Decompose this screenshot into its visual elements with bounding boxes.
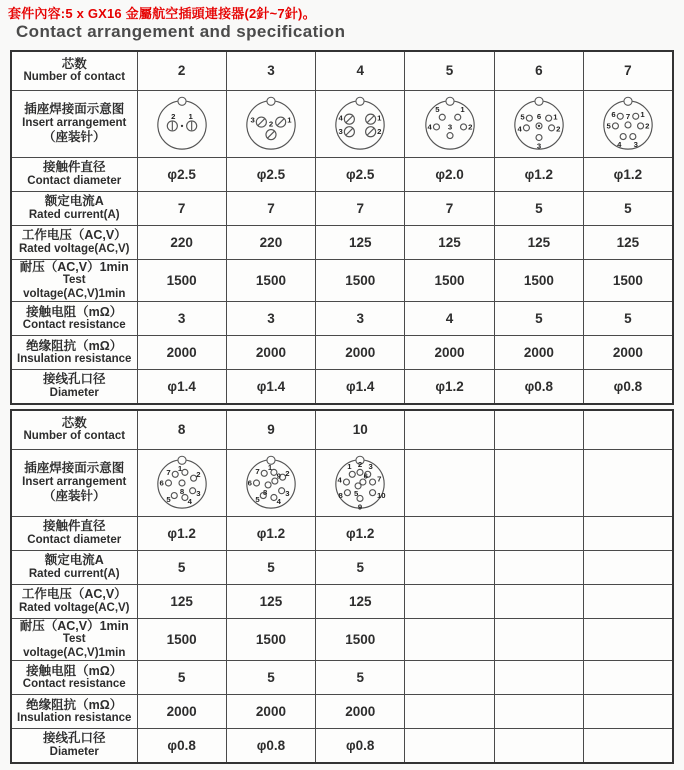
pin-number-label: 3 xyxy=(633,139,638,149)
pin-number-label: 5 xyxy=(255,494,260,504)
spec-cell-insulation_resistance: 2000 xyxy=(226,336,315,370)
pin-number-label: 4 xyxy=(187,496,192,506)
pin-number-label: 2 xyxy=(377,127,382,137)
spec-cell-wire_hole_diameter xyxy=(405,729,494,763)
insert-arrangement-diagram-10pin xyxy=(331,454,389,512)
spec-cell-insulation_resistance: 2000 xyxy=(137,695,226,729)
pin-number-label: 2 xyxy=(645,121,650,131)
insert-arrangement-cell-6 xyxy=(494,90,583,157)
row-label-zh: 额定电流A xyxy=(44,193,104,208)
pin-number-label: 3 xyxy=(338,127,344,137)
row-label-zh: 接线孔口径 xyxy=(42,372,106,387)
spec-cell-rated_current: 7 xyxy=(405,191,494,225)
spec-cell-rated_voltage xyxy=(405,584,494,618)
row-label-zh: 插座焊接面示意图 xyxy=(24,101,125,116)
column-header-3: 3 xyxy=(226,51,315,90)
pin-number-label: 7 xyxy=(377,474,382,484)
insert-arrangement-diagram-9pin xyxy=(242,454,300,512)
row-label-zh: 工作电压（AC,V） xyxy=(21,227,127,242)
row-label-en: Test voltage(AC,V)1min xyxy=(23,633,126,659)
spec-cell-rated_current: 5 xyxy=(494,191,583,225)
spec-cell-contact_diameter: φ2.0 xyxy=(405,157,494,191)
row-label-en: Contact diameter xyxy=(27,533,122,546)
column-header-2: 2 xyxy=(137,51,226,90)
spec-cell-contact_resistance: 5 xyxy=(583,302,672,336)
column-header-6: 6 xyxy=(494,51,583,90)
pin-number-label: 2 xyxy=(556,124,561,134)
spec-cell-test_voltage: 1500 xyxy=(226,618,315,661)
insert-arrangement-diagram-7pin xyxy=(599,95,657,153)
pin-number-label: 6 xyxy=(247,478,252,488)
row-label-en: Contact resistance xyxy=(22,678,126,691)
spec-cell-contact_resistance xyxy=(583,661,672,695)
spec-cell-rated_voltage: 125 xyxy=(137,584,226,618)
spec-cell-insulation_resistance: 2000 xyxy=(226,695,315,729)
spec-cell-rated_voltage: 125 xyxy=(226,584,315,618)
spec-cell-contact_resistance: 3 xyxy=(137,302,226,336)
pin-number-label: 4 xyxy=(338,113,344,123)
spec-cell-test_voltage: 1500 xyxy=(583,259,672,302)
row-label-insulation_resistance xyxy=(11,336,137,370)
insert-arrangement-cell-10 xyxy=(316,449,405,516)
row-label-number_of_contact xyxy=(11,410,137,449)
pin-number-label: 8 xyxy=(179,487,184,497)
spec-cell-contact_resistance: 5 xyxy=(494,302,583,336)
spec-cell-insulation_resistance: 2000 xyxy=(316,336,405,370)
insert-arrangement-cell-3 xyxy=(226,90,315,157)
pin-number-label: 8 xyxy=(262,488,268,498)
spec-cell-contact_resistance: 4 xyxy=(405,302,494,336)
pin-number-label: 3 xyxy=(368,462,374,472)
spec-cell-wire_hole_diameter: φ1.4 xyxy=(316,370,405,404)
spec-cell-rated_current xyxy=(405,550,494,584)
spec-cell-insulation_resistance xyxy=(405,695,494,729)
row-label-test_voltage xyxy=(11,259,137,302)
insert-arrangement-cell-7 xyxy=(583,90,672,157)
spec-cell-rated_current: 7 xyxy=(226,191,315,225)
spec-cell-insulation_resistance: 2000 xyxy=(137,336,226,370)
pin-number-label: 7 xyxy=(625,111,631,121)
spec-cell-wire_hole_diameter: φ0.8 xyxy=(583,370,672,404)
column-header-5: 5 xyxy=(405,51,494,90)
row-label-en: Insert arrangement xyxy=(22,475,127,488)
row-label-en: Rated voltage(AC,V) xyxy=(18,601,130,614)
spec-cell-contact_resistance: 5 xyxy=(226,661,315,695)
spec-cell-test_voltage xyxy=(494,618,583,661)
row-label-en: Contact resistance xyxy=(22,319,126,332)
insert-arrangement-cell-4 xyxy=(316,90,405,157)
row-label-zh: 芯数 xyxy=(61,56,87,71)
pin-number-label: 9 xyxy=(358,502,363,512)
column-header-8: 8 xyxy=(137,410,226,449)
spec-cell-rated_current: 7 xyxy=(316,191,405,225)
spec-cell-test_voltage xyxy=(405,618,494,661)
spec-cell-insulation_resistance: 2000 xyxy=(494,336,583,370)
column-header-empty xyxy=(494,410,583,449)
spec-cell-test_voltage: 1500 xyxy=(494,259,583,302)
spec-cell-contact_diameter: φ2.5 xyxy=(316,157,405,191)
insert-arrangement-diagram-3pin xyxy=(242,95,300,153)
row-label-zh: 接触件直径 xyxy=(42,518,106,533)
insert-arrangement-diagram-6pin xyxy=(510,95,568,153)
row-label-en: Insert arrangement xyxy=(22,116,127,129)
row-label-insert_arrangement xyxy=(11,90,137,157)
spec-cell-wire_hole_diameter: φ0.8 xyxy=(137,729,226,763)
spec-cell-contact_diameter xyxy=(405,516,494,550)
pin-number-label: 5 xyxy=(520,112,525,122)
pin-number-label: 5 xyxy=(434,105,440,114)
spec-cell-rated_voltage: 125 xyxy=(405,225,494,259)
spec-cell-test_voltage: 1500 xyxy=(226,259,315,302)
kit-title: 套件內容:5 x GX16 金屬航空插頭連接器(2針~7針)。 xyxy=(8,6,316,21)
row-label-zh: 接触件直径 xyxy=(42,159,106,174)
row-label-zh2: （座装针） xyxy=(42,130,106,145)
spec-cell-wire_hole_diameter xyxy=(583,729,672,763)
row-label-test_voltage xyxy=(11,618,137,661)
pin-number-label: 4 xyxy=(427,122,432,132)
row-label-en: Diameter xyxy=(49,387,99,400)
spec-cell-rated_voltage: 125 xyxy=(583,225,672,259)
spec-cell-contact_diameter: φ2.5 xyxy=(226,157,315,191)
row-label-contact_resistance xyxy=(11,302,137,336)
pin-number-label: 1 xyxy=(177,464,182,473)
row-label-contact_diameter xyxy=(11,157,137,191)
pin-number-label: 6 xyxy=(536,111,541,121)
pin-number-label: 1 xyxy=(640,109,645,119)
row-label-en: Rated current(A) xyxy=(28,567,120,580)
spec-table-contacts-2-to-7 xyxy=(10,50,674,405)
spec-cell-rated_current: 5 xyxy=(137,550,226,584)
spec-cell-insulation_resistance xyxy=(494,695,583,729)
row-label-zh2: （座装针） xyxy=(42,489,106,504)
spec-cell-wire_hole_diameter: φ1.2 xyxy=(405,370,494,404)
row-label-en: Rated voltage(AC,V) xyxy=(18,242,130,255)
row-label-en: Insulation resistance xyxy=(17,712,132,725)
row-label-en: Number of contact xyxy=(23,430,126,443)
row-label-zh: 绝缘阻抗（mΩ） xyxy=(26,338,123,353)
column-header-9: 9 xyxy=(226,410,315,449)
spec-cell-contact_diameter: φ1.2 xyxy=(226,516,315,550)
spec-cell-wire_hole_diameter: φ0.8 xyxy=(226,729,315,763)
spec-cell-insulation_resistance: 2000 xyxy=(316,695,405,729)
pin-number-label: 1 xyxy=(347,462,352,472)
pin-number-label: 3 xyxy=(536,141,541,151)
spec-cell-test_voltage: 1500 xyxy=(405,259,494,302)
spec-cell-contact_diameter: φ1.2 xyxy=(583,157,672,191)
row-label-zh: 耐压（AC,V）1min xyxy=(19,618,129,633)
row-label-number_of_contact xyxy=(11,51,137,90)
row-label-en: Number of contact xyxy=(23,71,126,84)
pin-number-label: 6 xyxy=(363,471,369,481)
spec-cell-test_voltage xyxy=(583,618,672,661)
insert-arrangement-diagram-8pin xyxy=(153,454,211,512)
pin-number-label: 2 xyxy=(195,469,201,479)
pin-number-label: 3 xyxy=(285,489,290,499)
row-label-en: Rated current(A) xyxy=(28,208,120,221)
pin-number-label: 1 xyxy=(267,463,273,473)
row-label-rated_voltage xyxy=(11,584,137,618)
row-label-zh: 工作电压（AC,V） xyxy=(21,586,127,601)
pin-number-label: 5 xyxy=(354,489,359,499)
spec-cell-contact_resistance: 5 xyxy=(137,661,226,695)
spec-cell-contact_diameter xyxy=(583,516,672,550)
pin-number-label: 2 xyxy=(467,122,472,132)
column-header-empty xyxy=(405,410,494,449)
spec-cell-rated_current: 7 xyxy=(137,191,226,225)
row-label-rated_current xyxy=(11,191,137,225)
spec-cell-rated_voltage: 220 xyxy=(226,225,315,259)
spec-cell-wire_hole_diameter: φ1.4 xyxy=(137,370,226,404)
page-title: Contact arrangement and specification xyxy=(16,22,346,41)
pin-number-label: 6 xyxy=(611,109,616,119)
row-label-en: Insulation resistance xyxy=(17,353,132,366)
spec-cell-insulation_resistance: 2000 xyxy=(583,336,672,370)
spec-cell-contact_resistance xyxy=(405,661,494,695)
pin-number-label: 1 xyxy=(188,111,193,121)
pin-number-label: 2 xyxy=(285,468,290,478)
spec-cell-contact_diameter: φ1.2 xyxy=(137,516,226,550)
row-label-en: Contact diameter xyxy=(27,174,122,187)
spec-cell-wire_hole_diameter xyxy=(494,729,583,763)
spec-cell-insulation_resistance xyxy=(583,695,672,729)
spec-cell-rated_voltage: 125 xyxy=(316,584,405,618)
spec-cell-rated_voltage xyxy=(494,584,583,618)
row-label-zh: 接触电阻（mΩ） xyxy=(26,663,123,678)
spec-cell-contact_diameter: φ1.2 xyxy=(316,516,405,550)
pin-number-label: 4 xyxy=(617,139,622,149)
spec-cell-rated_current xyxy=(494,550,583,584)
spec-cell-wire_hole_diameter: φ1.4 xyxy=(226,370,315,404)
insert-arrangement-cell-empty xyxy=(405,449,494,516)
pin-number-label: 5 xyxy=(606,121,611,131)
spec-cell-contact_resistance: 3 xyxy=(226,302,315,336)
pin-number-label: 10 xyxy=(377,491,386,501)
pin-number-label: 3 xyxy=(447,122,452,132)
row-label-rated_voltage xyxy=(11,225,137,259)
insert-arrangement-cell-9 xyxy=(226,449,315,516)
insert-arrangement-cell-8 xyxy=(137,449,226,516)
spec-cell-contact_diameter: φ2.5 xyxy=(137,157,226,191)
spec-cell-rated_current: 5 xyxy=(316,550,405,584)
row-label-zh: 接线孔口径 xyxy=(42,731,106,746)
pin-number-label: 1 xyxy=(553,112,558,122)
row-label-zh: 接触电阻（mΩ） xyxy=(26,304,123,319)
pin-number-label: 5 xyxy=(165,494,171,504)
spec-cell-test_voltage: 1500 xyxy=(316,259,405,302)
pin-number-label: 2 xyxy=(170,111,176,121)
spec-cell-insulation_resistance: 2000 xyxy=(405,336,494,370)
pin-number-label: 3 xyxy=(195,489,201,499)
spec-cell-rated_voltage: 125 xyxy=(316,225,405,259)
spec-cell-test_voltage: 1500 xyxy=(137,618,226,661)
spec-cell-contact_diameter xyxy=(494,516,583,550)
pin-number-label: 1 xyxy=(287,115,292,125)
pin-number-label: 1 xyxy=(459,105,465,114)
row-label-insert_arrangement xyxy=(11,449,137,516)
pin-number-label: 9 xyxy=(276,471,281,481)
column-header-7: 7 xyxy=(583,51,672,90)
spec-cell-contact_resistance xyxy=(494,661,583,695)
pin-number-label: 7 xyxy=(165,467,171,477)
insert-arrangement-diagram-4pin xyxy=(331,95,389,153)
column-header-empty xyxy=(583,410,672,449)
spec-cell-test_voltage: 1500 xyxy=(137,259,226,302)
spec-cell-rated_voltage: 220 xyxy=(137,225,226,259)
row-label-zh: 绝缘阻抗（mΩ） xyxy=(26,697,123,712)
pin-number-label: 4 xyxy=(276,496,281,506)
row-label-zh: 芯数 xyxy=(61,415,87,430)
row-label-wire_hole_diameter xyxy=(11,370,137,404)
spec-cell-rated_current: 5 xyxy=(583,191,672,225)
row-label-en: Test voltage(AC,V)1min xyxy=(23,274,126,300)
spec-cell-rated_current xyxy=(583,550,672,584)
pin-number-label: 8 xyxy=(338,491,344,501)
insert-arrangement-cell-5 xyxy=(405,90,494,157)
pin-number-label: 6 xyxy=(159,478,164,488)
spec-cell-contact_diameter: φ1.2 xyxy=(494,157,583,191)
pin-number-label: 7 xyxy=(255,466,260,476)
row-label-en: Diameter xyxy=(49,746,99,759)
spec-cell-contact_resistance: 5 xyxy=(316,661,405,695)
pin-number-label: 2 xyxy=(268,119,274,129)
pin-number-label: 1 xyxy=(377,113,382,123)
spec-cell-test_voltage: 1500 xyxy=(316,618,405,661)
row-label-rated_current xyxy=(11,550,137,584)
row-label-insulation_resistance xyxy=(11,695,137,729)
row-label-zh: 额定电流A xyxy=(44,552,104,567)
column-header-4: 4 xyxy=(316,51,405,90)
spec-cell-rated_voltage: 125 xyxy=(494,225,583,259)
insert-arrangement-diagram-2pin xyxy=(153,95,211,153)
pin-number-label: 3 xyxy=(250,115,255,125)
row-label-wire_hole_diameter xyxy=(11,729,137,763)
spec-cell-wire_hole_diameter: φ0.8 xyxy=(494,370,583,404)
insert-arrangement-cell-empty xyxy=(583,449,672,516)
spec-cell-wire_hole_diameter: φ0.8 xyxy=(316,729,405,763)
row-label-contact_diameter xyxy=(11,516,137,550)
spec-table-contacts-8-to-10 xyxy=(10,409,674,764)
spec-cell-contact_resistance: 3 xyxy=(316,302,405,336)
row-label-contact_resistance xyxy=(11,661,137,695)
row-label-zh: 耐压（AC,V）1min xyxy=(19,259,129,274)
insert-arrangement-diagram-5pin xyxy=(421,95,479,153)
pin-number-label: 4 xyxy=(337,475,343,485)
row-label-zh: 插座焊接面示意图 xyxy=(24,460,125,475)
spec-cell-rated_voltage xyxy=(583,584,672,618)
column-header-10: 10 xyxy=(316,410,405,449)
pin-number-label: 2 xyxy=(358,460,363,470)
insert-arrangement-cell-2 xyxy=(137,90,226,157)
pin-number-label: 4 xyxy=(517,124,522,134)
insert-arrangement-cell-empty xyxy=(494,449,583,516)
spec-cell-rated_current: 5 xyxy=(226,550,315,584)
